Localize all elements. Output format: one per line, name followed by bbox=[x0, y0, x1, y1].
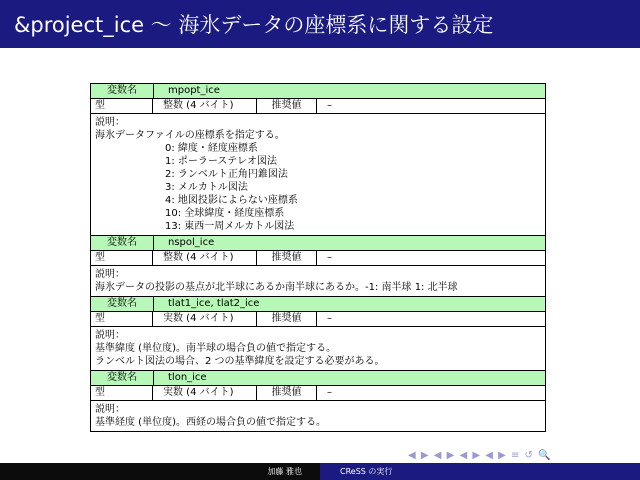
description-label: 説明： bbox=[95, 330, 125, 341]
var-name-value: tlon_ice bbox=[168, 372, 207, 383]
type-row bbox=[91, 98, 545, 113]
type-row bbox=[91, 311, 545, 326]
recommended-label: 推奨値 bbox=[257, 251, 317, 265]
parameter-table bbox=[90, 83, 546, 432]
var-name-value: mpopt_ice bbox=[168, 85, 220, 96]
footer-author: 加藤 雅也 bbox=[0, 463, 320, 480]
description-line: 13: 東西一周メルカトル図法 bbox=[165, 221, 295, 232]
recommended-value: – bbox=[327, 252, 332, 263]
description-block bbox=[91, 326, 545, 370]
type-label: 型 bbox=[91, 386, 153, 400]
var-name-value: nspol_ice bbox=[168, 237, 215, 248]
description-line: 0: 緯度・経度座標系 bbox=[165, 143, 258, 154]
type-label: 型 bbox=[91, 99, 153, 113]
beamer-navigation-icons[interactable]: ◀ ▶ ◀ ▶ ◀ ▶ ◀ ▶ ≡ ↺ 🔍 bbox=[408, 450, 552, 461]
type-value: 実数 (4 バイト) bbox=[153, 386, 257, 400]
var-name-label: 変数名 bbox=[91, 84, 154, 98]
recommended-value: – bbox=[327, 387, 332, 398]
type-row bbox=[91, 385, 545, 400]
description-line: 4: 地図投影によらない座標系 bbox=[165, 195, 298, 206]
type-label: 型 bbox=[91, 251, 153, 265]
description-line: 海氷データの投影の基点が北半球にあるか南半球にあるか。-1: 南半球 1: 北半球 bbox=[95, 282, 458, 293]
description-label: 説明： bbox=[95, 117, 125, 128]
description-line: 基準経度 (単位度)。西経の場合負の値で指定する。 bbox=[95, 417, 326, 428]
description-line: 10: 全球緯度・経度座標系 bbox=[165, 208, 285, 219]
var-row bbox=[91, 84, 545, 98]
description-block bbox=[91, 265, 545, 296]
slide-header bbox=[0, 0, 640, 48]
description-line: 海氷データファイルの座標系を指定する。 bbox=[95, 130, 285, 141]
footer-title: CReSS の実行 bbox=[320, 463, 640, 480]
recommended-value: – bbox=[327, 100, 332, 111]
recommended-label: 推奨値 bbox=[257, 99, 317, 113]
type-value: 実数 (4 バイト) bbox=[153, 312, 257, 326]
description-line: 3: メルカトル図法 bbox=[165, 182, 248, 193]
var-name-label: 変数名 bbox=[91, 371, 154, 385]
description-block bbox=[91, 113, 545, 235]
description-label: 説明： bbox=[95, 269, 125, 280]
var-name-value: tlat1_ice, tlat2_ice bbox=[168, 298, 260, 309]
type-label: 型 bbox=[91, 312, 153, 326]
var-row bbox=[91, 296, 545, 311]
description-block bbox=[91, 400, 545, 431]
type-value: 整数 (4 バイト) bbox=[153, 99, 257, 113]
description-line: 2: ランベルト正角円錐図法 bbox=[165, 169, 288, 180]
var-row bbox=[91, 235, 545, 250]
slide-title: &project_ice 〜 海氷データの座標系に関する設定 bbox=[14, 13, 494, 37]
description-label: 説明： bbox=[95, 404, 125, 415]
description-line: ランベルト図法の場合、2 つの基準緯度を設定する必要がある。 bbox=[95, 356, 385, 367]
recommended-label: 推奨値 bbox=[257, 312, 317, 326]
recommended-value: – bbox=[327, 313, 332, 324]
recommended-label: 推奨値 bbox=[257, 386, 317, 400]
var-name-label: 変数名 bbox=[91, 297, 154, 311]
var-row bbox=[91, 370, 545, 385]
description-line: 基準緯度 (単位度)。南半球の場合負の値で指定する。 bbox=[95, 343, 336, 354]
var-name-label: 変数名 bbox=[91, 236, 154, 250]
slide-footer bbox=[0, 463, 640, 480]
type-row bbox=[91, 250, 545, 265]
description-line: 1: ポーラーステレオ図法 bbox=[165, 156, 278, 167]
type-value: 整数 (4 バイト) bbox=[153, 251, 257, 265]
